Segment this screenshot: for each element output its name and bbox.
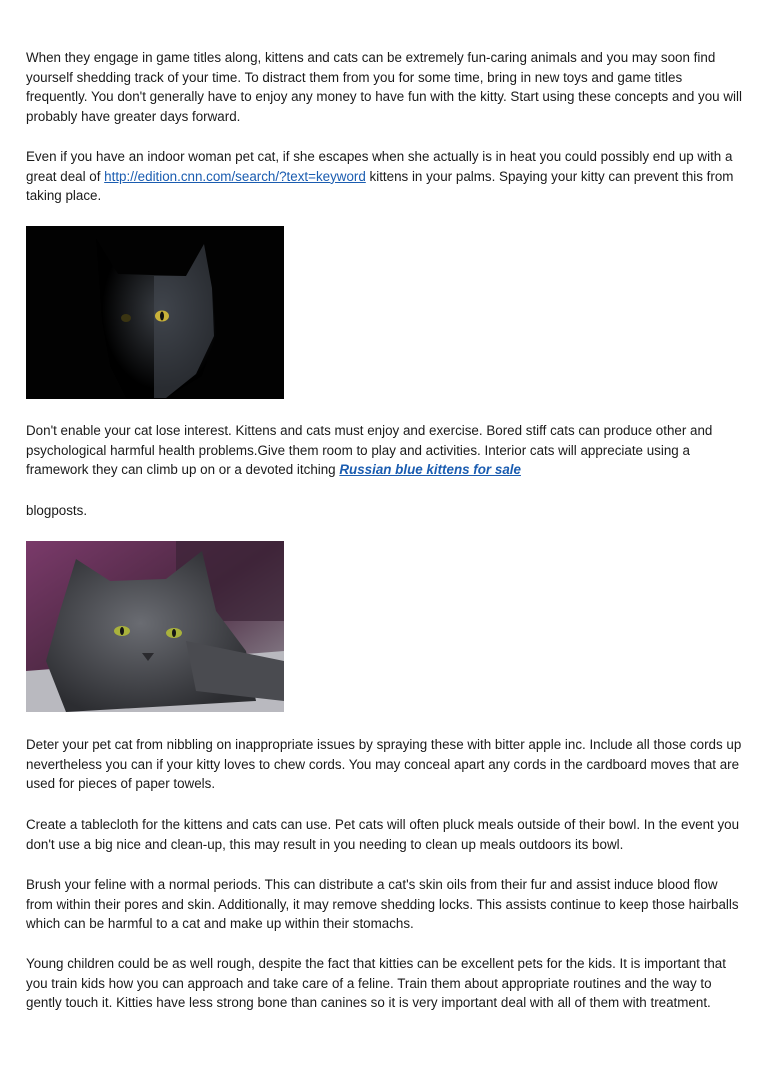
paragraph-6: Create a tablecloth for the kittens and cats can use. Pet cats will often pluck meals outside of their bowl. In the event you don't use a big nice and clean-up, this may result in you needing to clean up meals outdoors its bowl.	[26, 817, 740, 852]
paragraph-4: blogposts.	[26, 503, 88, 518]
paragraph-1: When they engage in game titles along, kittens and cats can be extremely fun-caring animals and you may soon find yourself shedding track of your time. To distract them from you for some time, bring in new toys and game titles frequently. You don't generally have to enjoy any money to have fun with the kitty. Start using these concepts and you will probably have greater days forward.	[26, 50, 742, 124]
paragraph-8: Young children could be as well rough, despite the fact that kitties can be excellent pets for the kids. It is important that you train kids how you can approach and take care of a feline. Train them about appropriate routines and the way to gently touch it. Kitties have less strong bone than canines so it is very important deal with all of them with treatment.	[26, 956, 726, 1011]
paragraph-3-text: Don't enable your cat lose interest. Kittens and cats must enjoy and exercise. Bored stiff cats can produce other and psychological harmful health problems.Give them room to play and activities. Interior cats will appreciate using a framework they can climb up on or a devoted itching	[26, 423, 713, 478]
black-cat-photo	[26, 226, 284, 399]
cnn-search-link[interactable]: http://edition.cnn.com/search/?text=keyword	[104, 168, 366, 184]
paragraph-7: Brush your feline with a normal periods. This can distribute a cat's skin oils from their fur and assist induce blood flow from within their pores and skin. Additionally, it may remove shedding locks. This assists continue to keep those hairballs which can be harmful to a cat and make up within their stomachs.	[26, 877, 739, 932]
russian-blue-kittens-link[interactable]: Russian blue kittens for sale	[339, 462, 521, 478]
paragraph-5: Deter your pet cat from nibbling on inappropriate issues by spraying these with bitter apple inc. Include all those cords up nevertheless you can if your kitty loves to chew cords. You may conceal apart any cords in the cardboard moves that are used for pieces of paper towels.	[26, 737, 742, 792]
paragraph-3	[26, 421, 742, 480]
paragraph-2-text-after: kittens in your palms. Spaying your kitty can prevent this from taking place.	[26, 168, 734, 204]
paragraph-2-text-before: Even if you have an indoor woman pet cat, if she escapes when she actually is in heat you could possibly end up with a great deal of	[26, 149, 733, 184]
grey-cat-photo	[26, 541, 284, 712]
paragraph-2	[26, 147, 742, 206]
